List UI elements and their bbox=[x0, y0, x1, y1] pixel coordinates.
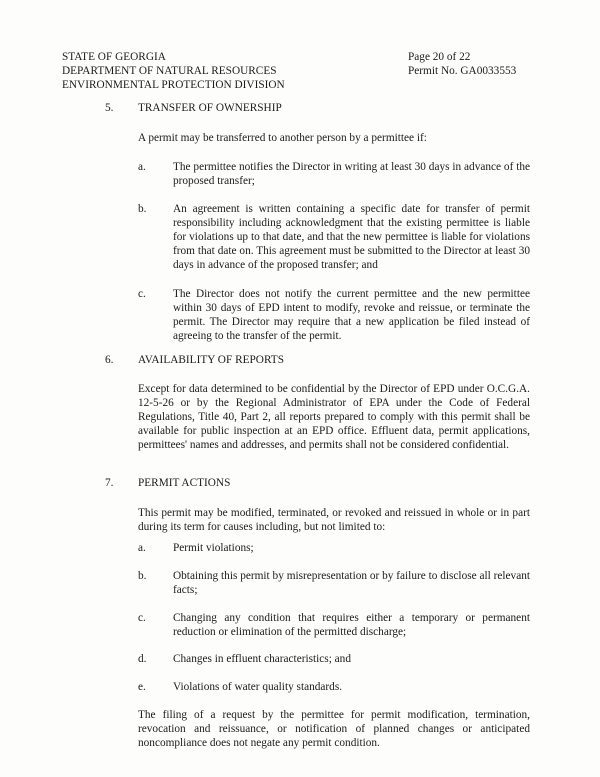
list-item-text: Violations of water quality standards. bbox=[173, 681, 343, 693]
list-item-text: The permittee notifies the Director in writing at least 30 days in advance of the proposed transfer; bbox=[173, 161, 530, 187]
list-item-label: b. bbox=[138, 570, 147, 582]
section-7-intro: This permit may be modified, terminated, or revoked and reissued in whole or in part during its term for causes including, but not limited to: bbox=[138, 507, 530, 533]
agency-line-state: STATE OF GEORGIA bbox=[62, 51, 166, 63]
list-item-label: b. bbox=[138, 203, 147, 215]
section-title: AVAILABILITY OF REPORTS bbox=[138, 354, 284, 366]
section-7-closing: The filing of a request by the permittee for permit modification, termination, revocation and reissuance, or notification of planned changes or anticipated noncompliance does not negate any permit condition. bbox=[138, 709, 530, 749]
agency-line-department: DEPARTMENT OF NATURAL RESOURCES bbox=[62, 65, 277, 77]
section-number: 5. bbox=[105, 102, 114, 114]
list-item-label: c. bbox=[138, 612, 146, 624]
section-title: PERMIT ACTIONS bbox=[138, 477, 231, 489]
list-item-text: Permit violations; bbox=[173, 542, 254, 554]
section-number: 7. bbox=[105, 477, 114, 489]
section-number: 6. bbox=[105, 354, 114, 366]
list-item-label: a. bbox=[138, 542, 146, 554]
page-number: Page 20 of 22 bbox=[408, 51, 471, 63]
list-item-text: The Director does not notify the current permittee and the new permittee within 30 days of EPD intent to modify, revoke and reissue, or terminate the permit. The Director may require that a new application be filed instead of agreeing to the transfer of the permit. bbox=[173, 288, 530, 342]
list-item-text: An agreement is written containing a specific date for transfer of permit responsibility including acknowledgment that the existing permittee is liable for violations up to that date, and that the new permittee is liable for violations from that date on. This agreement must be submitted to the Director at least 30 days in advance of the proposed transfer; and bbox=[173, 203, 530, 271]
section-5-intro: A permit may be transferred to another person by a permittee if: bbox=[138, 132, 427, 144]
page-info bbox=[408, 50, 516, 78]
list-item-text: Obtaining this permit by misrepresentation or by failure to disclose all relevant facts; bbox=[173, 570, 530, 596]
section-6-body: Except for data determined to be confidential by the Director of EPD under O.C.G.A. 12-5-26 or by the Regional Administrator of EPA under the Code of Federal Regulations, Title 40, Part 2, all reports prepared to comply with this permit shall be available for public inspection at an EPD office. Effluent data, permit applications, permittees' names and addresses, and permits shall not be considered confidential. bbox=[138, 383, 530, 451]
list-item-label: d. bbox=[138, 653, 147, 665]
list-item-text: Changes in effluent characteristics; and bbox=[173, 653, 351, 665]
section-title: TRANSFER OF OWNERSHIP bbox=[138, 102, 282, 114]
list-item-label: a. bbox=[138, 161, 146, 173]
list-item-label: e. bbox=[138, 681, 146, 693]
list-item-text: Changing any condition that requires either a temporary or permanent reduction or elimination of the permitted discharge; bbox=[173, 612, 530, 638]
agency-line-division: ENVIRONMENTAL PROTECTION DIVISION bbox=[62, 79, 285, 91]
agency-header bbox=[62, 50, 285, 92]
list-item-label: c. bbox=[138, 288, 146, 300]
permit-number: Permit No. GA0033553 bbox=[408, 65, 517, 77]
